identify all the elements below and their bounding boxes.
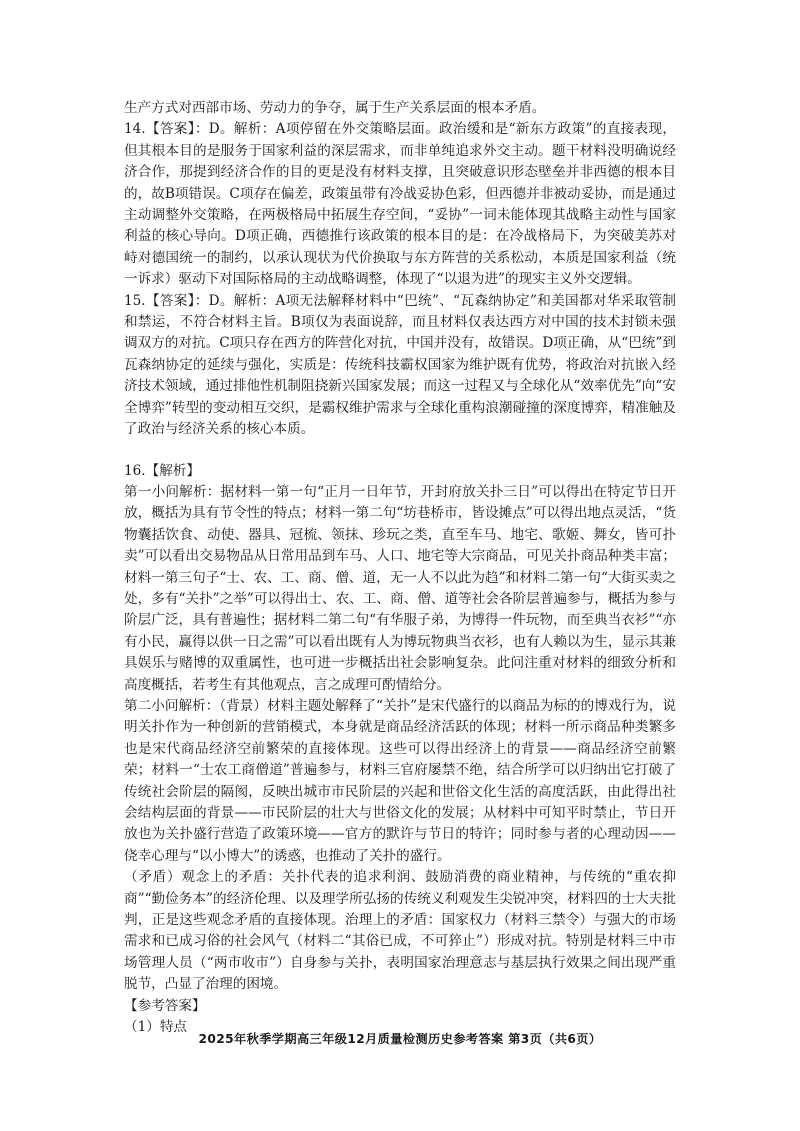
paragraph-answer-14: 14.【答案】：D。解析：A项停留在外交策略层面。政治缓和是“新东方政策”的直接表现，但其根本目的是服务于国家利益的深层需求，而非单纯追求外交主动。题干材料没明确说经济合作，那提到经济合作的目的更是没有材料支撑，且突破意识形态壁垒并非西德的根本目的，故B项错误。C项存在偏差，政策虽带有冷战妥协色彩，但西德并非被动妥协，而是通过主动调整外交策略，在两极格局中拓展生存空间，“妥协”一词未能体现其战略主动性与国家利益的核心导向。D项正确，西德推行该政策的根本目的是：在冷战格局下，为突破美苏对峙对德国统一的制约，以承认现状为代价换取与东方阵营的关系松动，本质是国家利益（统一诉求）驱动下对国际格局的主动战略调整，体现了“以退为进”的现实主义外交逻辑。	[124, 121, 676, 288]
paragraph-reference-answer-heading: 【参考答案】	[124, 997, 206, 1014]
paragraph-reference-answer-item1: （1）特点	[124, 1019, 188, 1036]
page-footer: 2025年秋季学期高三年级12月质量检测历史参考答案 第3页（共6页）	[198, 1032, 602, 1046]
paragraph-q16-heading: 16.【解析】	[124, 462, 200, 479]
paragraph-q16-part1: 第一小问解析：据材料一第一句“正月一日年节，开封府放关扑三日”可以得出在特定节日开放，概括为具有节令性的特点；材料一第二句“坊巷桥市，皆设摊点”可以得出地点灵活，“货物囊括饮食、动使、器具、冠梳、领抹、珍玩之类，直至车马、地宅、歌姬、舞女，皆可扑卖”可以看出交易物品从日常用品到车马、人口、地宅等大宗商品，可见关扑商品种类丰富；材料一第三句子“士、农、工、商、僧、道，无一人不以此为趋”和材料二第一句“大街买卖之处，多有“关扑”之举”可以得出士、农、工、商、僧、道等社会各阶层普遍参与，概括为参与阶层广泛，具有普遍性；据材料二第二句“有华服子弟，为博得一件玩物，而至典当衣衫”“亦有小民，赢得以供一日之需”可以看出既有人为博玩物典当衣衫，也有人赖以为生，显示其兼具娱乐与赌博的双重属性，也可进一步概括出社会影响复杂。此问注重对材料的细致分析和高度概括，若考生有其他观点，言之成理可酌情给分。	[124, 483, 676, 693]
paragraph-intro-line: 生产方式对西部市场、劳动力的争夺，属于生产关系层面的根本矛盾。	[124, 100, 546, 116]
spacer	[124, 441, 676, 461]
paragraph-q16-part2-contradiction: （矛盾）观念上的矛盾：关扑代表的追求利润、鼓励消费的商业精神，与传统的“重农抑商”“勤俭务本”的经济伦理、以及理学所弘扬的传统义利观发生尖锐冲突，材料四的士大夫批判，正是这些观念矛盾的直接体现。治理上的矛盾：国家权力（材料三禁令）与强大的市场需求和已成习俗的社会风气（材料二“其俗已成，不可猝止”）形成对抗。特别是材料三中市场管理人员（“两市收市”）自身参与关扑，表明国家治理意志与基层执行效果之间出现严重脱节，凸显了治理的困境。	[124, 869, 676, 993]
paragraph-q16-part2-background: 第二小问解析：（背景）材料主题处解释了“关扑”是宋代盛行的以商品为标的的博戏行为，说明关扑作为一种创新的营销模式，本身就是商品经济活跃的体现；材料一所示商品种类繁多也是宋代商品经济空前繁荣的直接体现。这些可以得出经济上的背景——商品经济空前繁荣；材料一“士农工商僧道”普遍参与，材料三官府屡禁不绝，结合所学可以归纳出它打破了传统社会阶层的隔阂，反映出城市市民阶层的兴起和世俗文化生活的高度活跃，由此得出社会结构层面的背景——市民阶层的壮大与世俗文化的发展；从材料中可知平时禁止，节日开放也为关扑盛行营造了政策环境——官方的默许与节日的特许；同时参与者的心理动因——侥幸心理与“以小博大”的诱惑，也推动了关扑的盛行。	[124, 697, 676, 864]
paragraph-answer-15: 15.【答案】：D。解析：A项无法解释材料中“巴统”、“瓦森纳协定”和美国都对华采取管制和禁运，不符合材料主旨。B项仅为表面说辞，而且材料仅表达西方对中国的技术封锁未强调双方的对抗。C项只存在西方的阵营化对抗，中国并没有，故错误。D项正确，从“巴统”到瓦森纳协定的延续与强化，实质是：传统科技霸权国家为维护既有优势，将政治对抗嵌入经济技术领域，通过排他性机制阻挠新兴国家发展；而这一过程又与全球化从“效率优先”向“安全博弈”转型的变动相互交织，是霸权维护需求与全球化重构浪潮碰撞的深度博弈，精准触及了政治与经济关系的核心本质。	[124, 292, 676, 438]
